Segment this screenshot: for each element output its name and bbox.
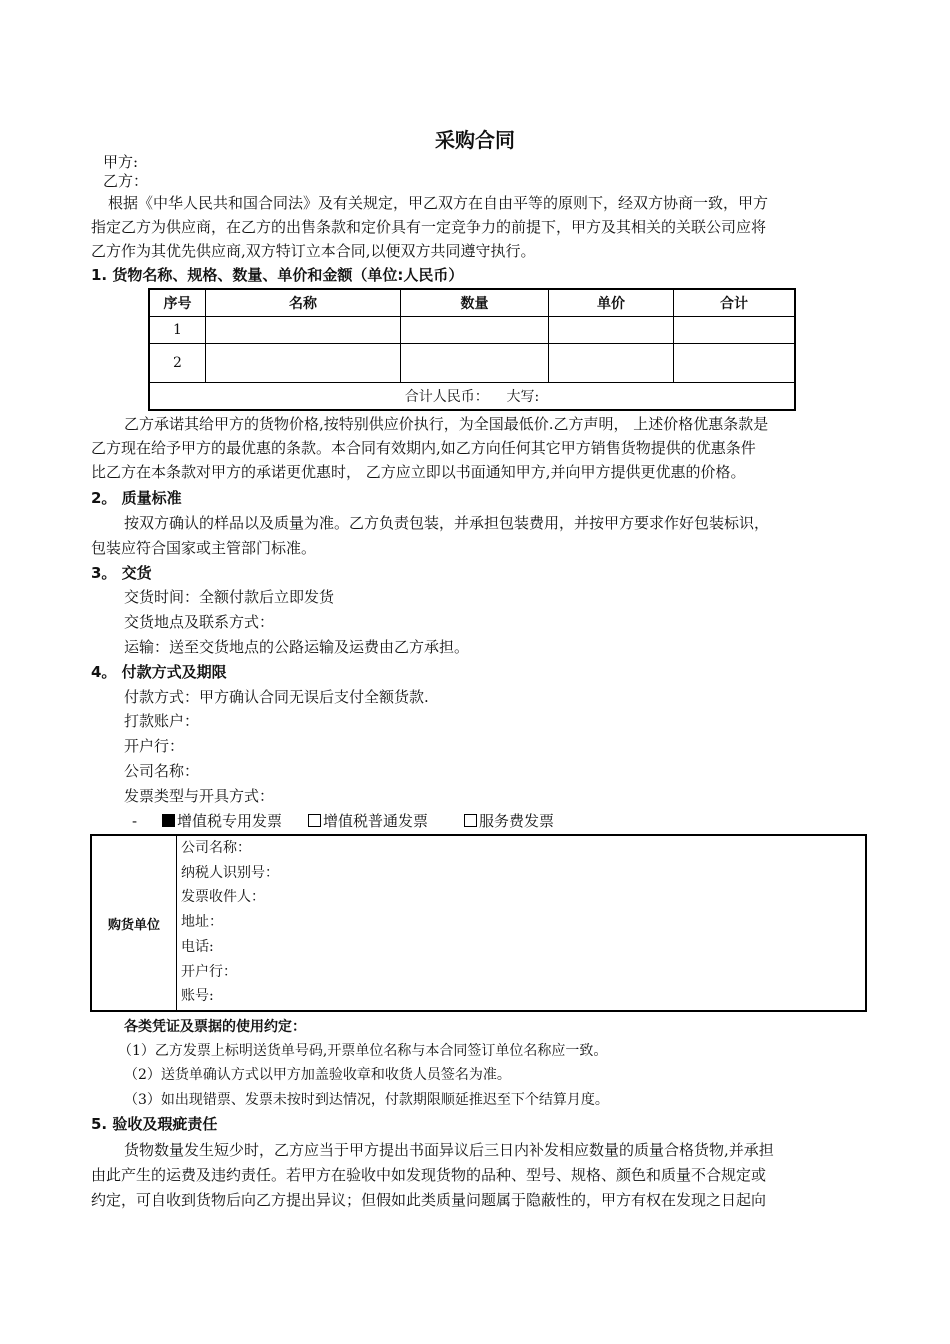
header-cell: 合计 <box>674 289 796 317</box>
table-cell: 2 <box>149 344 206 383</box>
s5-para-line: 约定，可自收到货物后向乙方提出异议；但假如此类质量问题属于隐蔽性的，甲方有权在发现之日起向 <box>91 1191 767 1209</box>
s4-line: 付款方式：甲方确认合同无误后支付全额货款. <box>124 688 429 706</box>
intro-line: 乙方作为其优先供应商,双方特订立本合同,以便双方共同遵守执行。 <box>91 242 536 260</box>
s3-line: 交货地点及联系方式： <box>124 613 275 631</box>
s3-line: 运输：送至交货地点的公路运输及运费由乙方承担。 <box>124 638 470 656</box>
goods-table-header <box>149 289 795 317</box>
table-row <box>149 344 795 383</box>
section-4-heading: 4。 付款方式及期限 <box>91 663 227 681</box>
invoice-option-label: 服务费发票 <box>479 812 555 830</box>
s4-line: 打款账户： <box>124 712 200 730</box>
table-cell <box>674 344 796 383</box>
table-cell <box>401 344 549 383</box>
buyer-field: 开户行： <box>181 963 237 980</box>
s5-para-line: 货物数量发生短少时，乙方应当于甲方提出书面异议后三日内补发相应数量的质量合格货物,并承担 <box>124 1141 774 1159</box>
buyer-info-table <box>90 834 867 1012</box>
invoice-dash: - <box>132 812 138 830</box>
table-row <box>149 317 795 344</box>
section-1-heading: 1. 货物名称、规格、数量、单价和金额（单位:人民币） <box>91 266 464 284</box>
s4-line: 开户行： <box>124 737 185 755</box>
goods-table <box>148 288 796 411</box>
usage-line: （3）如出现错票、发票未按时到达情况，付款期限顺延推迟至下个结算月度。 <box>124 1092 609 1108</box>
document-title: 采购合同 <box>435 128 515 152</box>
checkbox-unchecked-icon[interactable] <box>464 814 477 827</box>
s1-para-line: 乙方现在给予甲方的最优惠的条款。本合同有效期内,如乙方向任何其它甲方销售货物提供的优惠条件 <box>91 439 756 457</box>
checkbox-unchecked-icon[interactable] <box>308 814 321 827</box>
buyer-field: 纳税人识别号： <box>181 864 279 881</box>
intro-line: 指定乙方为供应商，在乙方的出售条款和定价具有一定竞争力的前提下，甲方及其相关的关联公司应将 <box>91 218 767 236</box>
header-cell: 名称 <box>206 289 401 317</box>
header-cell: 序号 <box>149 289 206 317</box>
party-a: 甲方: <box>103 153 139 171</box>
s1-para-line: 乙方承诺其给甲方的货物价格,按特别供应价执行，为全国最低价.乙方声明， 上述价格优惠条款是 <box>124 415 769 433</box>
checkbox-checked-icon[interactable] <box>162 814 175 827</box>
table-cell: 1 <box>149 317 206 344</box>
usage-line: （2）送货单确认方式以甲方加盖验收章和收货人员签名为准。 <box>124 1067 511 1083</box>
table-total-row <box>149 383 795 411</box>
party-b: 乙方： <box>103 172 149 190</box>
s3-line: 交货时间：全额付款后立即发货 <box>124 588 335 606</box>
usage-title: 各类凭证及票据的使用约定： <box>124 1019 306 1035</box>
invoice-option-service[interactable] <box>464 809 554 833</box>
section-2-heading: 2。 质量标准 <box>91 489 182 507</box>
buyer-label: 购货单位 <box>91 835 177 1011</box>
intro-line: 根据《中华人民共和国合同法》及有关规定，甲乙双方在自由平等的原则下，经双方协商一致，甲方 <box>108 194 769 212</box>
table-cell <box>206 317 401 344</box>
buyer-field: 发票收件人： <box>181 889 265 906</box>
invoice-option-label: 增值税普通发票 <box>323 812 429 830</box>
table-cell <box>674 317 796 344</box>
buyer-field: 账号: <box>181 988 214 1005</box>
header-cell: 数量 <box>401 289 549 317</box>
table-total: 合计人民币： 大写: <box>149 383 795 411</box>
buyer-fields <box>177 835 867 1011</box>
section-3-heading: 3。 交货 <box>91 564 152 582</box>
section-5-heading: 5. 验收及瑕疵责任 <box>91 1115 218 1133</box>
s4-line: 公司名称： <box>124 762 200 780</box>
s2-para-line: 包装应符合国家或主管部门标准。 <box>91 539 317 557</box>
invoice-option-special[interactable] <box>162 809 282 833</box>
buyer-field: 公司名称： <box>181 840 251 856</box>
invoice-option-general[interactable] <box>308 809 428 833</box>
usage-line: （1）乙方发票上标明送货单号码,开票单位名称与本合同签订单位名称应一致。 <box>118 1043 608 1059</box>
s2-para-line: 按双方确认的样品以及质量为准。乙方负责包装，并承担包装费用，并按甲方要求作好包装标识， <box>124 514 770 532</box>
table-cell <box>549 317 674 344</box>
table-cell <box>401 317 549 344</box>
s5-para-line: 由此产生的运费及违约责任。若甲方在验收中如发现货物的品种、型号、规格、颜色和质量不合规定或 <box>91 1166 767 1184</box>
invoice-option-label: 增值税专用发票 <box>177 812 283 830</box>
table-cell <box>206 344 401 383</box>
table-cell <box>549 344 674 383</box>
s4-line: 发票类型与开具方式： <box>124 787 275 805</box>
buyer-field: 地址： <box>181 914 223 931</box>
buyer-field: 电话: <box>181 938 214 955</box>
header-cell: 单价 <box>549 289 674 317</box>
s1-para-line: 比乙方在本条款对甲方的承诺更优惠时， 乙方应立即以书面通知甲方,并向甲方提供更优惠的价格。 <box>91 463 746 481</box>
